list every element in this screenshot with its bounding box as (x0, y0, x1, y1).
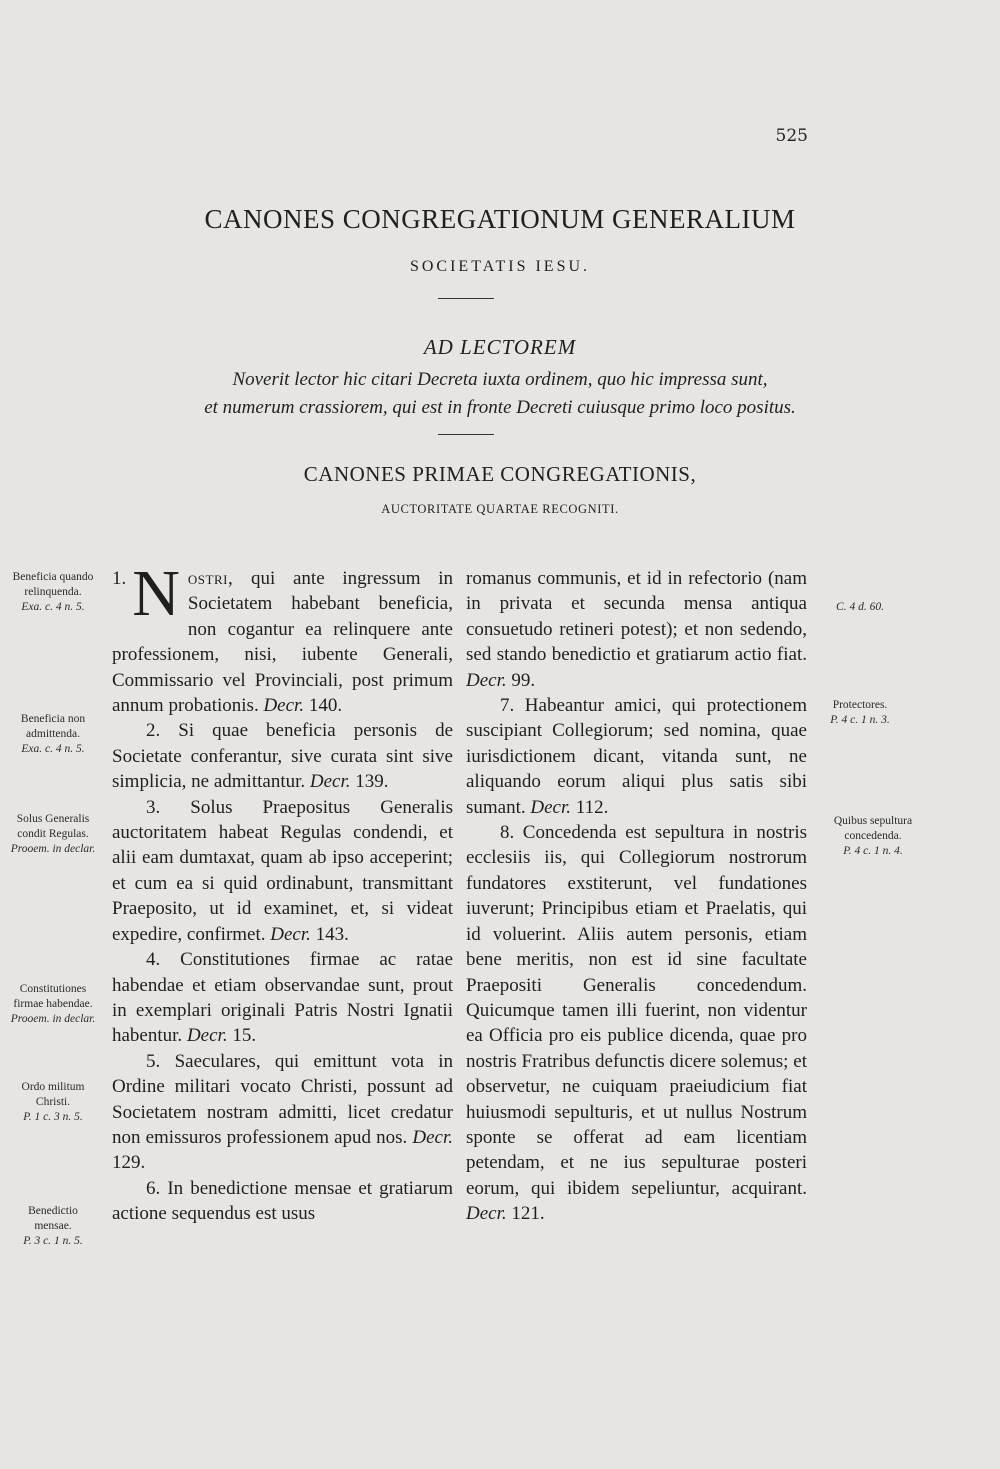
canon-4 (112, 947, 453, 1049)
section-subheading: AUCTORITATE QUARTAE RECOGNITI. (381, 502, 619, 516)
canon-text: 5. Saeculares, qui emittunt vota in Ordine militari vocato Christi, possunt ad Societatem nostram admitti, licet credatur non emissuros professionem apud nos. (112, 1050, 453, 1148)
margin-note-label: Constitutiones firmae habendae. (13, 983, 93, 1010)
canon-text: romanus communis, et id in refectorio (nam in privata et secunda mensa antiqua consuetudo retineri potest); et non sedendo, sed stando benedictio et gratiarum actio fiat. (466, 568, 807, 666)
reader-note (110, 366, 890, 422)
decree-label: Decr. (270, 923, 311, 945)
divider (438, 434, 494, 435)
canon-5 (112, 1049, 453, 1176)
decree-ref: 99. (506, 669, 536, 691)
margin-note-left (8, 570, 98, 615)
decree-label: Decr. (186, 1025, 228, 1047)
canon-number: 1. (112, 568, 127, 589)
margin-note-ref: C. 4 d. 60. (836, 601, 884, 613)
margin-note-left (8, 812, 98, 857)
canon-2 (112, 718, 453, 794)
text-column-left (112, 557, 454, 1227)
decree-label: Decr. (530, 796, 572, 818)
canon-text: 3. Solus Praepositus Generalis auctoritatem habeat Regulas condendi, et alii eam dumtaxat, quam ab ipso acceperint; et cum ea si quid ordinabunt, transmittant Praeposito, ut id examinet, et, si videat expedire, confirmet. (112, 796, 453, 945)
margin-note-right (818, 814, 928, 859)
divider (438, 298, 494, 299)
decree-ref: 140. (304, 695, 343, 717)
decree-ref: 143. (310, 923, 349, 945)
margin-note-ref: P. 1 c. 3 n. 5. (23, 1111, 83, 1123)
canon-incipit: ostri, (187, 568, 234, 589)
drop-cap: N (132, 557, 180, 630)
margin-note-ref: Prooem. in declar. (10, 843, 96, 855)
margin-note-label: Beneficia quando relinquenda. (12, 571, 94, 598)
margin-note-label: Beneficia non admittenda. (20, 713, 86, 740)
canon-1 (112, 557, 453, 718)
margin-note-ref: P. 4 c. 1 n. 4. (843, 845, 903, 857)
margin-note-label: Protectores. (832, 699, 888, 711)
margin-note-label: Quibus sepultura concedenda. (833, 815, 913, 842)
decree-label: Decr. (466, 669, 507, 691)
margin-note-ref: P. 4 c. 1 n. 3. (830, 714, 890, 726)
margin-note-ref: Prooem. in declar. (10, 1013, 96, 1025)
canon-6 (112, 1176, 453, 1227)
decree-label: Decr. (309, 771, 351, 793)
margin-note-ref: P. 3 c. 1 n. 5. (23, 1235, 83, 1247)
page-subtitle: SOCIETATIS IESU. (409, 258, 591, 275)
canon-text: 6. In benedictione mensae et gratiarum actione sequendus est usus (112, 1177, 453, 1225)
page-title: CANONES CONGREGATIONUM GENERALIUM (204, 204, 796, 234)
text-column-right (466, 566, 807, 1227)
margin-note-label: Ordo militum Christi. (21, 1081, 85, 1108)
margin-note-ref: Exa. c. 4 n. 5. (21, 743, 85, 755)
ad-lectorem-heading: AD LECTOREM (423, 335, 577, 359)
decree-ref: 139. (350, 771, 389, 793)
page-number: 525 (775, 126, 808, 146)
reader-note-line: Noverit lector hic citari Decreta iuxta ordinem, quo hic impressa sunt, (232, 369, 768, 390)
margin-note-ref: Exa. c. 4 n. 5. (21, 601, 85, 613)
canon-text: 8. Concedenda est sepultura in nostris ecclesiis iis, qui Collegiorum nostrorum fundatores exstiterunt, vel fundationes iuverunt; Principibus etiam et Praelatis, qui id voluerint. Aliis autem personis, etiam bene meritis, non est id sine facultate Praepositi Generalis concedendum. Quicumque tamen illi fuerint, non videntur ea Officia pro eis publice dicenda, quae pro nostris Fratribus defunctis dicere solemus; et observetur, ne cuiquam praeiudicium fiat huiusmodi sepulturis, et ut nullus Nostrum sponte se offerat ad eam licentiam petendam, et ne ius sepulturae posteri eorum, qui ibidem sepeliuntur, acquirant. (466, 822, 807, 1199)
reader-note-line: et numerum crassiorem, qui est in fronte Decreti cuiusque primo loco positus. (204, 397, 796, 418)
decree-ref: 112. (571, 796, 609, 818)
decree-ref: 129. (112, 1152, 146, 1174)
section-heading: CANONES PRIMAE CONGREGATIONIS, (303, 462, 697, 486)
decree-label: Decr. (412, 1126, 454, 1148)
margin-note-right (818, 600, 902, 615)
canon-8 (466, 820, 807, 1227)
decree-label: Decr. (466, 1203, 507, 1225)
canon-3 (112, 795, 453, 947)
margin-note-label: Solus Generalis condit Regulas. (16, 813, 90, 840)
canon-7 (466, 693, 807, 820)
canon-text: qui ante ingressum in Societatem habebant beneficia, non cogantur ea relinquere ante professionem, nisi, iubente Generali, Commissario vel Provinciali, post primum annum probationis. (112, 568, 453, 717)
margin-note-right (818, 698, 902, 728)
decree-ref: 15. (227, 1025, 257, 1047)
margin-note-label: Benedictio mensae. (28, 1205, 78, 1232)
decree-label: Decr. (263, 695, 305, 717)
canon-text: 7. Habeantur amici, qui protectionem suscipiant Collegiorum; sed nomina, quae iurisdictionem dicant, vitanda sunt, ne aliquando eorum aliqui plus satis sibi sumant. (466, 695, 807, 818)
margin-note-left (8, 712, 98, 757)
canon-text: 2. Si quae beneficia personis de Societate conferantur, sive curata sint sive simplicia, ne admittantur. (112, 720, 453, 793)
margin-note-left (8, 1204, 98, 1249)
canon-text: 4. Constitutiones firmae ac ratae habendae et etiam observandae sunt, prout in exemplari originali Patris Nostri Ignatii habentur. (112, 949, 453, 1047)
margin-note-left (8, 1080, 98, 1125)
decree-ref: 121. (506, 1203, 545, 1225)
canon-6-continued (466, 566, 807, 693)
margin-note-left (8, 982, 98, 1027)
